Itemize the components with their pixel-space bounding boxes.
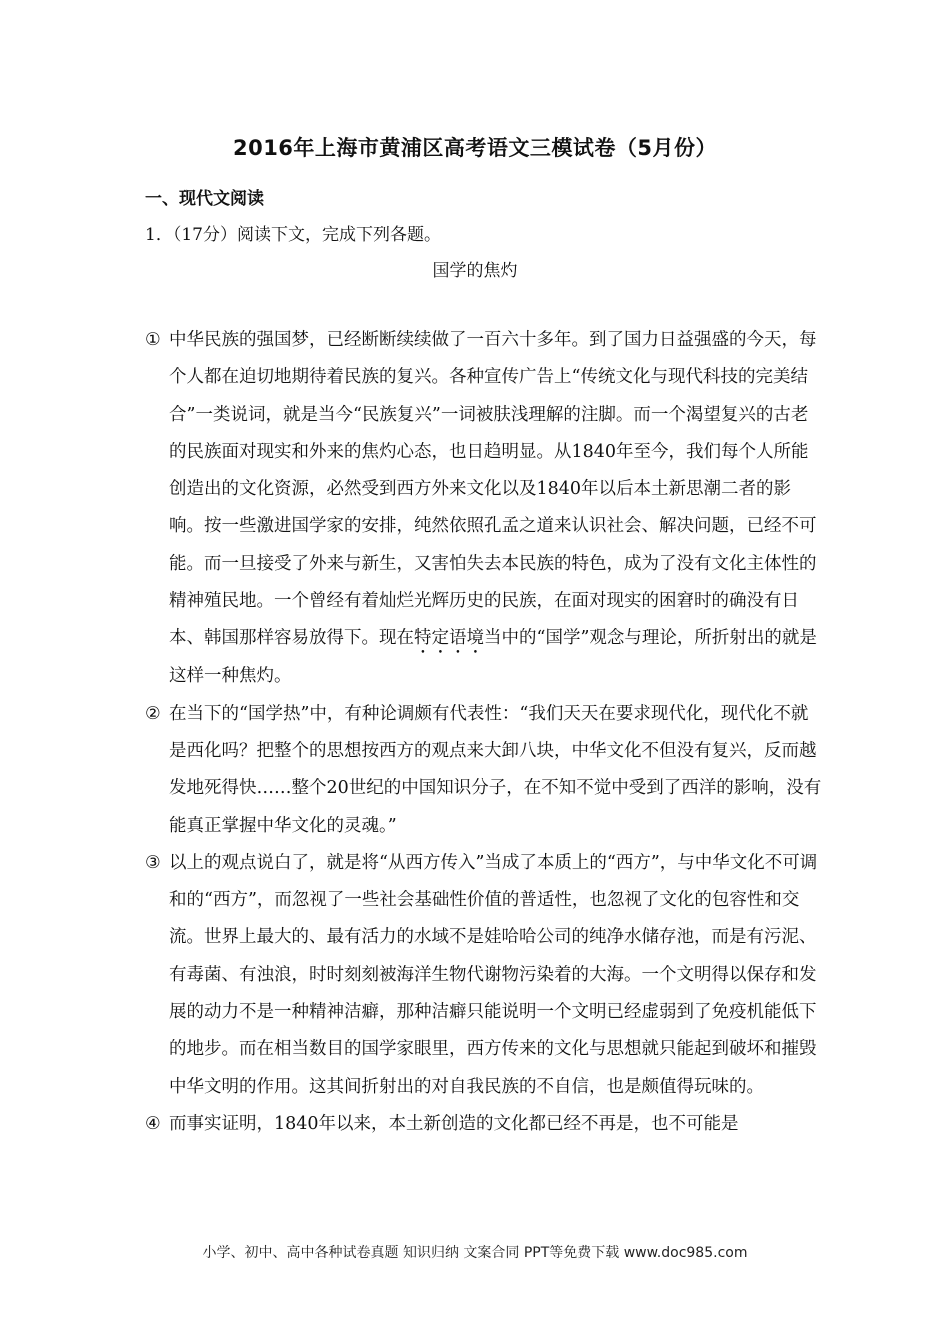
emphasized-phrase: 特定语境 bbox=[414, 628, 484, 649]
paragraph-marker: ② bbox=[145, 703, 161, 724]
exam-title: 2016年上海市黄浦区高考语文三模试卷（5月份） bbox=[232, 136, 718, 160]
paragraph-marker: ④ bbox=[145, 1113, 161, 1134]
paragraph-1 bbox=[145, 322, 825, 696]
paragraph-4 bbox=[145, 1106, 825, 1143]
paragraph-text: 以上的观点说白了，就是将“从西方传入”当成了本质上的“西方”，与中华文化不可调和的“西方”，而忽视了一些社会基础性价值的普适性，也忽视了文化的包容性和交流。世界上最大的、最有活力的水域不是娃哈哈公司的纯净水储存池，而是有污泥、有毒菌、有浊浪，时时刻刻被海洋生物代谢物污染着的大海。一个文明得以保存和发展的动力不是一种精神洁癖，那种洁癖只能说明一个文明已经虚弱到了免疫机能低下的地步。而在相当数目的国学家眼里，西方传来的文化与思想就只能起到破坏和摧毁中华文明的作用。这其间折射出的对自我民族的不自信，也是颇值得玩味的。 bbox=[169, 852, 818, 1097]
section-heading: 一、现代文阅读 bbox=[145, 189, 264, 209]
page-footer: 小学、初中、高中各种试卷真题 知识归纳 文案合同 PPT等免费下载 www.doc985.com bbox=[202, 1245, 748, 1261]
question-points: （17分） bbox=[172, 225, 237, 245]
paragraph-text-continued: 当中的“国学”观念与理论，所折射出的就是这样一种焦灼。 bbox=[169, 628, 817, 687]
paragraph-text: 中华民族的强国梦，已经断断续续做了一百六十多年。到了国力日益强盛的今天，每个人都在迫切地期待着民族的复兴。各种宣传广告上“传统文化与现代科技的完美结合”一类说词，就是当今“民族复兴”一词被肤浅理解的注脚。而一个渴望复兴的古老的民族面对现实和外来的焦灼心态，也日趋明显。从1840年至今，我们每个人所能创造出的文化资源，必然受到西方外来文化以及1840年以后本土新思潮二者的影响。按一些激进国学家的安排，纯然依照孔孟之道来认识社会、解决问题，已经不可能。而一旦接受了外来与新生，又害怕失去本民族的特色，成为了没有文化主体性的精神殖民地。一个曾经有着灿烂光辉历史的民族，在面对现实的困窘时的确没有日本、韩国那样容易放得下。现在 bbox=[169, 330, 817, 649]
paragraph-2 bbox=[145, 696, 825, 845]
question-instruction: 阅读下文，完成下列各题。 bbox=[236, 225, 441, 245]
question-number: 1． bbox=[145, 225, 173, 245]
paragraph-marker: ③ bbox=[145, 852, 161, 873]
article-title: 国学的焦灼 bbox=[432, 261, 518, 281]
article-body bbox=[145, 322, 825, 1143]
paragraph-text: 在当下的“国学热”中，有种论调颇有代表性：“我们天天在要求现代化，现代化不就是西化吗？把整个的思想按西方的观点来大卸八块，中华文化不但没有复兴，反而越发地死得快……整个20世纪的中国知识分子，在不知不觉中受到了西洋的影响，没有能真正掌握中华文化的灵魂。” bbox=[169, 703, 822, 836]
question-line bbox=[145, 222, 441, 248]
paragraph-text: 而事实证明，1840年以来，本土新创造的文化都已经不再是，也不可能是 bbox=[169, 1113, 739, 1134]
paragraph-3 bbox=[145, 845, 825, 1106]
paragraph-marker: ① bbox=[145, 330, 161, 350]
